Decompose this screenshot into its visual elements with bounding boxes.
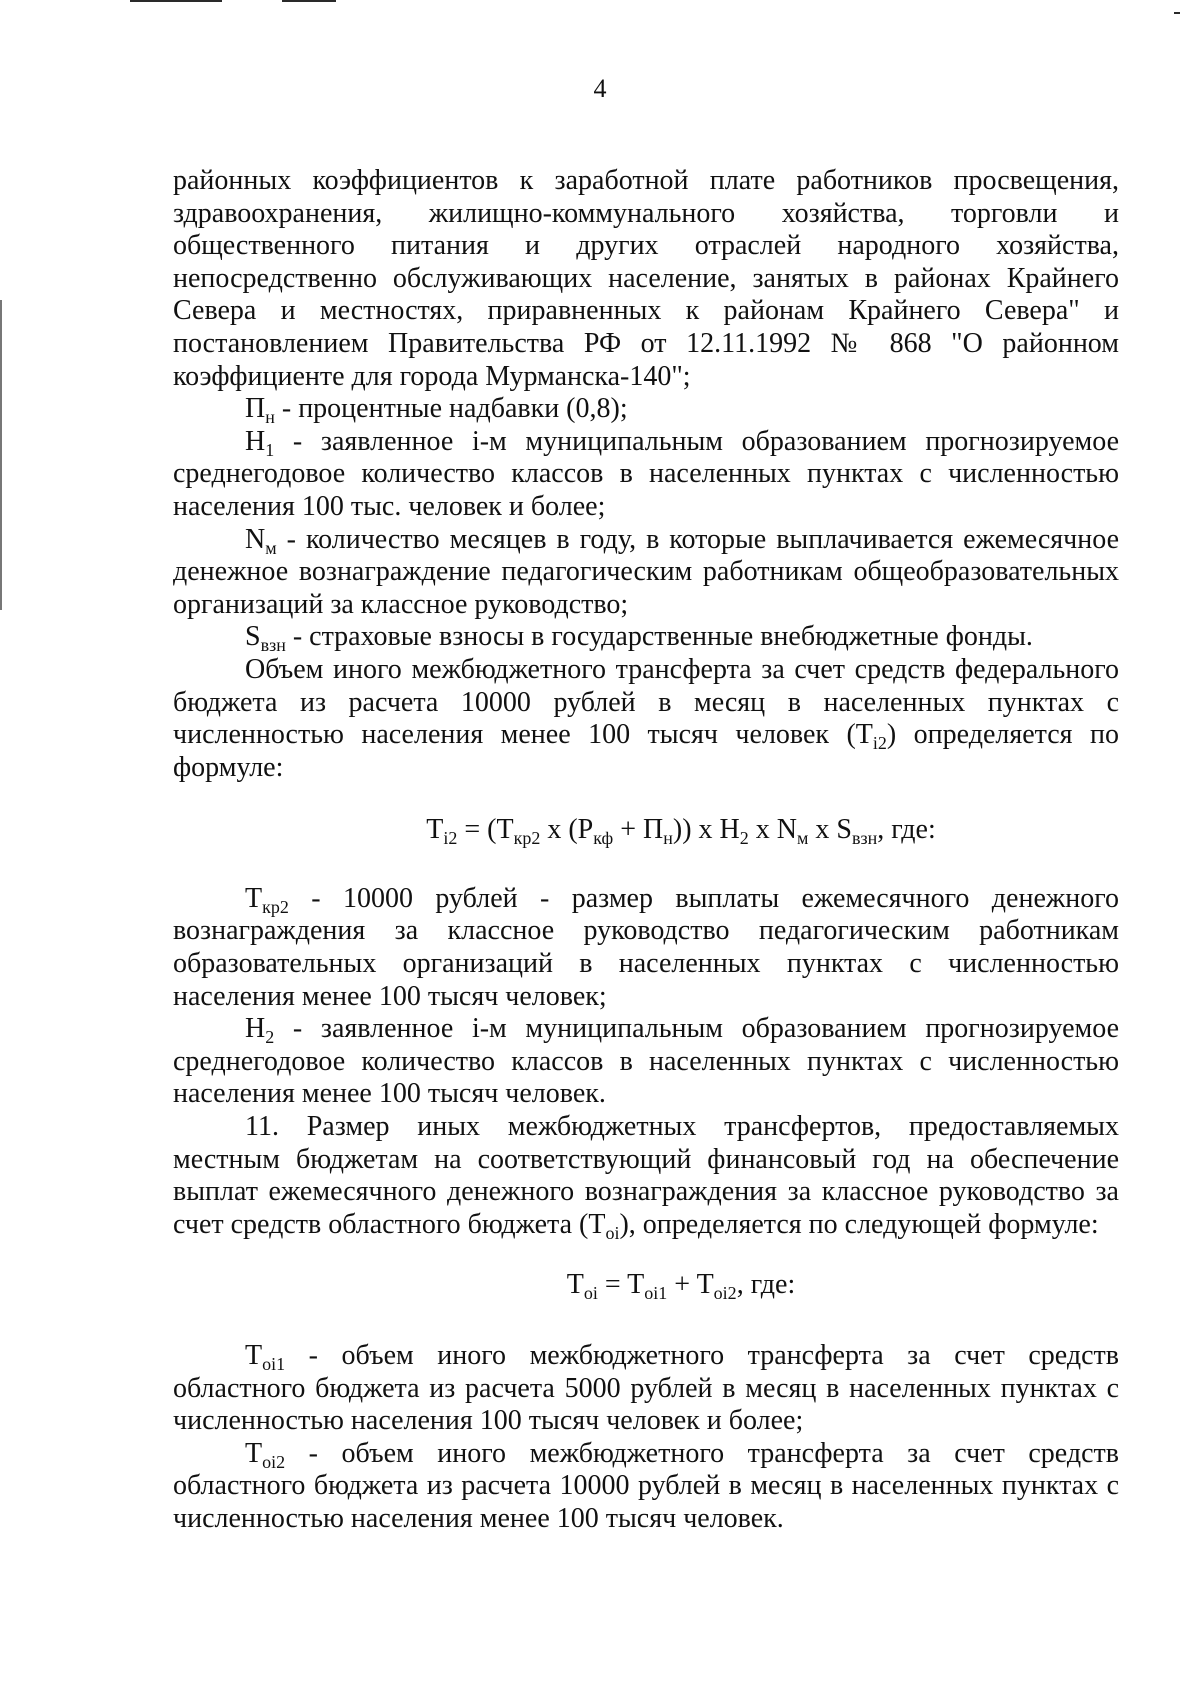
scan-artifact-left-edge: [0, 300, 2, 610]
definition-svzn: [173, 621, 1119, 654]
paragraph-text: 11. Размер иных межбюджетных трансфертов, предоставляемых местным бюджетам на соответствующий финансовый год на обеспечение выплат ежемесячного денежного вознаграждения за классное руководство за счет средств областного бюджета (T: [173, 1111, 1119, 1240]
paragraph-ti2-intro: [173, 654, 1119, 784]
formula-part: T: [566, 1269, 584, 1301]
definition-text: - количество месяцев в году, в которые выплачивается ежемесячное денежное вознаграждение педагогическим работникам общеобразовательных организаций за классное руководство;: [173, 523, 1119, 620]
formula-part: + T: [667, 1269, 714, 1301]
formula-subscript: м: [796, 828, 809, 849]
formula-subscript: oi2: [713, 1283, 737, 1304]
formula-subscript: 2: [739, 828, 749, 849]
scan-artifact-top-left: [130, 0, 222, 2]
paragraph-text: ) определяется по формуле:: [173, 719, 1119, 783]
formula-part: + П: [613, 814, 664, 846]
symbol-subscript: oi1: [262, 1354, 286, 1374]
formula-part: х N: [748, 814, 797, 846]
formula-part: = (T: [457, 814, 514, 846]
definition-toi2: [173, 1438, 1119, 1536]
definition-h2: [173, 1013, 1119, 1111]
formula-subscript: взн: [851, 828, 878, 849]
symbol-subscript: кр2: [262, 896, 289, 917]
scan-artifact-top-center: [282, 0, 336, 2]
symbol: N: [245, 523, 266, 555]
formula-subscript: i2: [443, 828, 458, 849]
symbol-subscript: i2: [872, 733, 887, 754]
formula-ti2: [173, 814, 1119, 847]
symbol: Н: [245, 425, 266, 457]
formula-subscript: н: [663, 828, 673, 849]
document-body: [173, 165, 1119, 1536]
scan-artifact-top-right: [1174, 12, 1180, 14]
formula-toi: [173, 1269, 1119, 1302]
symbol-subscript: м: [265, 537, 277, 558]
definition-text: - заявленное i-м муниципальным образованием прогнозируемое среднегодовое количество классов в населенных пунктах с численностью населения менее 100 тысяч человек.: [173, 1013, 1119, 1110]
symbol-subscript: oi: [605, 1222, 620, 1243]
symbol: T: [245, 1340, 263, 1371]
formula-subscript: oi: [583, 1283, 598, 1304]
symbol: S: [245, 621, 261, 653]
symbol: Н: [245, 1013, 266, 1045]
symbol: T: [245, 1437, 263, 1469]
definition-text: - объем иного межбюджетного трансферта за счет средств областного бюджета из расчета 5000 рублей в месяц в населенных пунктах с численностью населения 100 тысяч человек и более;: [173, 1340, 1119, 1437]
page-number: 4: [593, 74, 607, 103]
formula-subscript: кр2: [513, 828, 541, 849]
formula-part: , где:: [877, 814, 936, 846]
definition-pn: [173, 393, 1119, 426]
formula-subscript: кф: [593, 828, 614, 849]
formula-part: = T: [597, 1269, 645, 1301]
formula-part: )) х Н: [672, 814, 740, 846]
definition-toi1: [173, 1340, 1119, 1438]
definition-text: - страховые взносы в государственные внебюджетные фонды.: [285, 621, 1033, 653]
symbol-subscript: 2: [265, 1027, 275, 1048]
definition-text: - заявленное i-м муниципальным образованием прогнозируемое среднегодовое количество классов в населенных пунктах с численностью населения 100 тыс. человек и более;: [173, 425, 1119, 522]
symbol: П: [245, 393, 266, 425]
paragraph-text: ), определяется по следующей формуле:: [619, 1208, 1099, 1240]
formula-subscript: oi1: [644, 1283, 668, 1304]
symbol-subscript: oi2: [262, 1451, 286, 1472]
formula-part: х S: [808, 814, 852, 846]
formula-part: х (Р: [540, 814, 594, 846]
symbol-subscript: н: [265, 407, 275, 428]
definition-text: - процентные надбавки (0,8);: [274, 393, 628, 425]
paragraph-continuation: районных коэффициентов к заработной плате работников просвещения, здравоохранения, жилищно-коммунального хозяйства, торговли и общественного питания и других отраслей народного хозяйства, непосредственно обслуживающих население, занятых в районах Крайнего Севера и местностях, приравненных к районам Крайнего Севера" и постановлением Правительства РФ от 12.11.1992 № 868 "О районном коэффициенте для города Мурманска-140";: [173, 165, 1119, 392]
definition-h1: [173, 426, 1119, 524]
paragraph-text: Объем иного межбюджетного трансферта за счет средств федерального бюджета из расчета 10000 рублей в месяц в населенных пунктах с численностью населения менее 100 тысяч человек (T: [173, 653, 1119, 751]
definition-nm: [173, 524, 1119, 622]
symbol-subscript: взн: [260, 635, 286, 656]
formula-part: T: [426, 814, 444, 846]
definition-text: - 10000 рублей - размер выплаты ежемесячного денежного вознаграждения за классное руководство педагогическим работникам образовательных организаций в населенных пунктах с численностью населения менее 100 тысяч человек;: [173, 882, 1119, 1012]
symbol-subscript: 1: [265, 439, 275, 460]
paragraph-11: [173, 1111, 1119, 1241]
formula-part: , где:: [736, 1269, 796, 1301]
definition-tkr2: [173, 883, 1119, 1013]
symbol: T: [245, 882, 263, 914]
definition-text: - объем иного межбюджетного трансферта за счет средств областного бюджета из расчета 10000 рублей в месяц в населенных пунктах с численностью населения менее 100 тысяч человек.: [173, 1437, 1119, 1534]
